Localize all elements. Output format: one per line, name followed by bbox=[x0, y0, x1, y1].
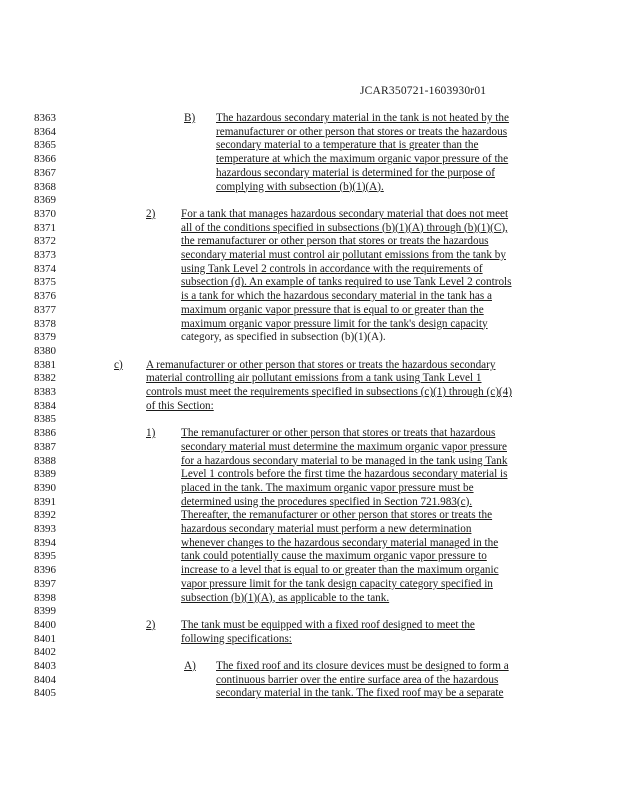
subsection-marker: c) bbox=[114, 358, 123, 371]
line-number: 8391 bbox=[34, 495, 56, 508]
line-number: 8378 bbox=[34, 317, 56, 330]
text-line: secondary material must control air pollutant emissions from the tank by bbox=[181, 249, 506, 261]
text-line: following specifications: bbox=[181, 632, 292, 645]
text-line: A remanufacturer or other person that stores or treats the hazardous secondary bbox=[146, 358, 496, 371]
subsection-marker: 2) bbox=[146, 618, 156, 631]
text-line: complying with subsection (b)(1)(A). bbox=[216, 180, 384, 193]
text-line: secondary material to a temperature that is greater than the bbox=[216, 139, 479, 152]
text-line: tank could potentially cause the maximum organic vapor pressure to bbox=[181, 550, 487, 563]
subsection-marker: 1) bbox=[146, 427, 156, 440]
text-line: maximum organic vapor pressure limit for the tank's design capacity bbox=[181, 317, 488, 330]
text-line: using Tank Level 2 controls in accordance with the requirements of bbox=[181, 262, 483, 275]
text-line: is a tank for which the hazardous secondary material in the tank has a bbox=[181, 290, 492, 303]
line-number: 8388 bbox=[34, 454, 56, 467]
line-number: 8402 bbox=[34, 646, 56, 659]
line-number: 8383 bbox=[34, 386, 56, 398]
line-number: 8381 bbox=[34, 358, 56, 371]
document-header-id: JCAR350721-1603930r01 bbox=[360, 85, 487, 97]
line-number: 8405 bbox=[34, 687, 56, 700]
text-line: for a hazardous secondary material to be managed in the tank using Tank bbox=[181, 454, 508, 467]
text-line: remanufacturer or other person that stores or treats the hazardous bbox=[216, 125, 508, 138]
text-line: Thereafter, the remanufacturer or other person that stores or treats the bbox=[181, 509, 493, 522]
text-line: vapor pressure limit for the tank design capacity category specified in bbox=[181, 577, 493, 590]
line-number: 8376 bbox=[34, 290, 56, 303]
line-number: 8379 bbox=[34, 331, 56, 344]
text-line: The tank must be equipped with a fixed roof designed to meet the bbox=[181, 618, 475, 631]
text-line: hazardous secondary material is determined for the purpose of bbox=[216, 166, 495, 179]
line-number: 8371 bbox=[34, 221, 56, 234]
text-line: whenever changes to the hazardous secondary material managed in the bbox=[181, 536, 499, 549]
line-number: 8363 bbox=[34, 112, 56, 124]
line-number: 8369 bbox=[34, 194, 56, 207]
text-line: secondary material must determine the maximum organic vapor pressure bbox=[181, 440, 507, 453]
line-number: 8386 bbox=[34, 427, 56, 440]
line-number: 8393 bbox=[34, 523, 56, 535]
line-number: 8400 bbox=[34, 618, 56, 631]
line-number: 8374 bbox=[34, 262, 56, 275]
line-number: 8370 bbox=[34, 207, 56, 220]
text-line: The fixed roof and its closure devices must be designed to form a bbox=[216, 660, 509, 672]
subsection-marker: B) bbox=[184, 112, 196, 124]
subsection-marker: 2) bbox=[146, 207, 156, 220]
line-number: 8390 bbox=[34, 481, 56, 494]
line-number: 8365 bbox=[34, 139, 56, 152]
text-line: hazardous secondary material must perform a new determination bbox=[181, 523, 472, 535]
line-number: 8387 bbox=[34, 440, 56, 453]
text-line: material controlling air pollutant emissions from a tank using Tank Level 1 bbox=[146, 372, 482, 385]
text-line: the remanufacturer or other person that stores or treats the hazardous bbox=[181, 235, 489, 248]
text-line: For a tank that manages hazardous secondary material that does not meet bbox=[181, 207, 509, 220]
line-number: 8404 bbox=[34, 673, 56, 686]
text-line: placed in the tank. The maximum organic vapor pressure must be bbox=[181, 481, 474, 494]
text-line: all of the conditions specified in subsections (b)(1)(A) through (b)(1)(C), bbox=[181, 221, 508, 234]
text-line: controls must meet the requirements specified in subsections (c)(1) through (c)(4) bbox=[146, 386, 512, 398]
text-line: The hazardous secondary material in the tank is not heated by the bbox=[216, 112, 509, 124]
text-line: continuous barrier over the entire surface area of the hazardous bbox=[216, 673, 499, 686]
line-number: 8372 bbox=[34, 235, 56, 248]
line-number: 8384 bbox=[34, 399, 56, 412]
text-line: of this Section: bbox=[146, 399, 214, 412]
text-line: subsection (b)(1)(A), as applicable to the tank. bbox=[181, 591, 390, 604]
text-line: determined using the procedures specified in Section 721.983(c). bbox=[181, 495, 473, 508]
text-line: subsection (d). An example of tanks required to use Tank Level 2 controls bbox=[181, 276, 512, 289]
text-line: temperature at which the maximum organic vapor pressure of the bbox=[216, 153, 509, 166]
line-number: 8397 bbox=[34, 577, 56, 590]
text-line: maximum organic vapor pressure that is equal to or greater than the bbox=[181, 303, 484, 316]
text-line: increase to a level that is equal to or greater than the maximum organic bbox=[181, 564, 499, 577]
line-number: 8366 bbox=[34, 153, 56, 166]
text-line: The remanufacturer or other person that stores or treats that hazardous bbox=[181, 427, 496, 440]
line-number: 8394 bbox=[34, 536, 56, 549]
line-number: 8380 bbox=[34, 344, 56, 357]
line-number: 8399 bbox=[34, 605, 56, 618]
line-number: 8368 bbox=[34, 180, 56, 193]
line-number: 8385 bbox=[34, 413, 56, 426]
subsection-marker: A) bbox=[184, 660, 196, 672]
text-line: category, as specified in subsection (b)(1)(A). bbox=[181, 331, 386, 344]
line-number: 8392 bbox=[34, 509, 56, 522]
line-number: 8395 bbox=[34, 550, 56, 563]
line-number: 8403 bbox=[34, 660, 56, 672]
line-number: 8382 bbox=[34, 372, 56, 385]
text-line: secondary material in the tank. The fixed roof may be a separate bbox=[216, 687, 504, 700]
line-number: 8396 bbox=[34, 564, 56, 577]
line-number: 8401 bbox=[34, 632, 56, 645]
line-number: 8377 bbox=[34, 303, 56, 316]
text-line: Level 1 controls before the first time the hazardous secondary material is bbox=[181, 468, 508, 481]
line-number: 8367 bbox=[34, 166, 56, 179]
line-number: 8373 bbox=[34, 249, 56, 261]
line-number: 8375 bbox=[34, 276, 56, 289]
line-number: 8398 bbox=[34, 591, 56, 604]
line-number: 8389 bbox=[34, 468, 56, 481]
line-number: 8364 bbox=[34, 125, 56, 138]
